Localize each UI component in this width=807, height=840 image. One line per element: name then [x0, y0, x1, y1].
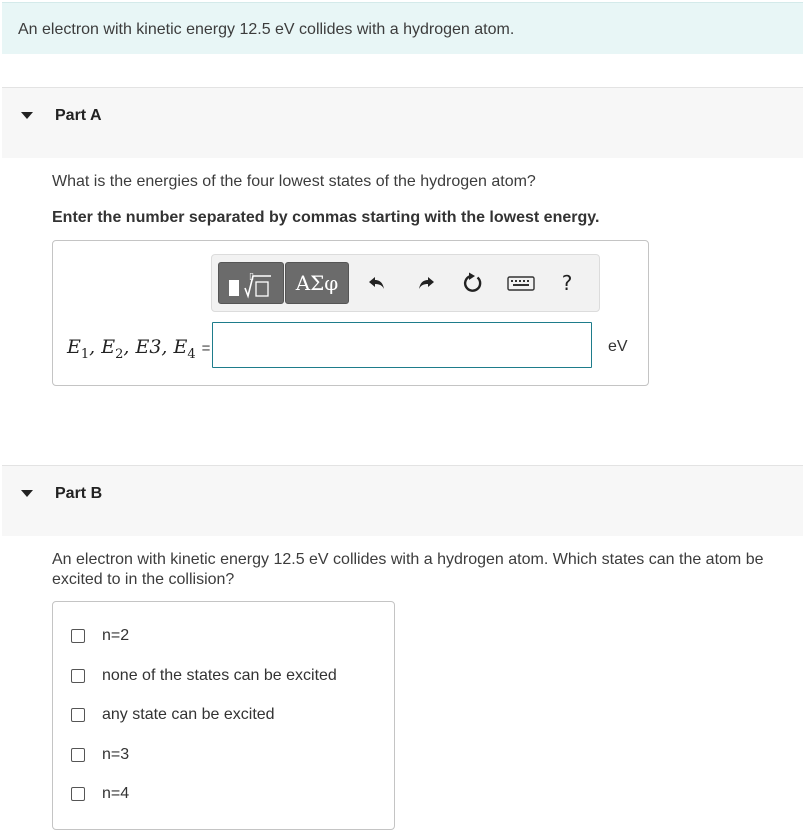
- checkbox[interactable]: [71, 748, 85, 762]
- answer-label: [67, 336, 210, 362]
- label-e2-sub: 2: [115, 346, 124, 362]
- energies-answer-input[interactable]: [212, 322, 592, 368]
- collapse-triangle-icon[interactable]: [21, 112, 33, 119]
- undo-icon[interactable]: [365, 271, 389, 295]
- option-label: none of the states can be excited: [102, 667, 337, 684]
- templates-button[interactable]: [218, 262, 284, 304]
- equals-sign: =: [201, 340, 211, 357]
- part-a-instruction: Enter the number separated by commas starting with the lowest energy.: [52, 209, 600, 226]
- checkbox[interactable]: [71, 708, 85, 722]
- part-a-header[interactable]: [2, 87, 803, 158]
- unit-label: eV: [608, 338, 628, 355]
- label-e1: E: [67, 336, 81, 358]
- help-icon[interactable]: ?: [561, 271, 573, 295]
- reset-icon[interactable]: [461, 271, 485, 295]
- problem-intro-banner: [2, 2, 803, 54]
- checkbox[interactable]: [71, 669, 85, 683]
- keyboard-icon[interactable]: [506, 271, 536, 295]
- part-b-options: [52, 601, 395, 830]
- checkbox[interactable]: [71, 629, 85, 643]
- greek-letters-button[interactable]: ΑΣφ: [285, 262, 349, 304]
- label-e2: , E: [89, 336, 116, 358]
- part-a-answer-box: [52, 240, 649, 386]
- label-e1-sub: 1: [80, 346, 90, 362]
- part-b-title: Part B: [55, 485, 103, 502]
- option-label: n=4: [102, 785, 130, 802]
- part-b-question-line2: excited to in the collision?: [52, 571, 235, 588]
- svg-text:▯: ▯: [249, 272, 254, 282]
- redo-icon[interactable]: [414, 271, 438, 295]
- option-label: n=3: [102, 746, 130, 763]
- option-label: n=2: [102, 627, 130, 644]
- part-b-header[interactable]: [2, 465, 803, 536]
- collapse-triangle-icon[interactable]: [21, 490, 33, 497]
- templates-icon: [219, 263, 283, 303]
- label-e3-e4: , E3, E: [123, 336, 188, 358]
- label-e4-sub: 4: [187, 346, 196, 362]
- part-b-question-line1: An electron with kinetic energy 12.5 eV collides with a hydrogen atom. Which states can the atom be: [52, 551, 764, 568]
- option-label: any state can be excited: [102, 706, 275, 723]
- part-a-title: Part A: [55, 107, 102, 124]
- checkbox[interactable]: [71, 787, 85, 801]
- math-toolbar: [211, 254, 600, 312]
- problem-intro-text: An electron with kinetic energy 12.5 eV collides with a hydrogen atom.: [18, 21, 515, 38]
- part-a-question: What is the energies of the four lowest states of the hydrogen atom?: [52, 173, 536, 190]
